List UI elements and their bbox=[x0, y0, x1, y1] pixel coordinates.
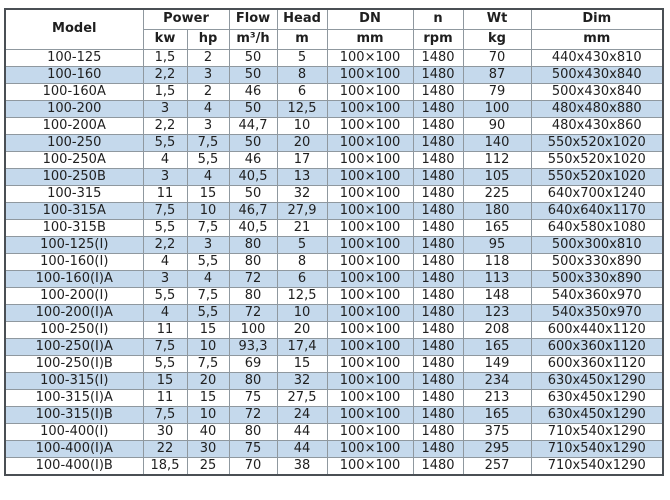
cell-model: 100-250(I) bbox=[5, 322, 143, 339]
cell-power-hp: 15 bbox=[187, 185, 229, 202]
cell-dn: 100×100 bbox=[327, 168, 413, 185]
header-model: Model bbox=[5, 9, 143, 49]
header-row-top bbox=[5, 9, 663, 29]
cell-n: 1480 bbox=[413, 83, 463, 100]
cell-dim: 710x540x1290 bbox=[531, 424, 663, 441]
cell-head: 32 bbox=[277, 185, 327, 202]
cell-power-hp: 2 bbox=[187, 49, 229, 66]
header-dn-unit: mm bbox=[327, 29, 413, 49]
header-n: n bbox=[413, 9, 463, 29]
table-row bbox=[5, 202, 663, 219]
cell-power-kw: 1,5 bbox=[143, 49, 187, 66]
cell-model: 100-400(I)B bbox=[5, 458, 143, 476]
cell-flow: 46 bbox=[229, 151, 277, 168]
cell-flow: 72 bbox=[229, 304, 277, 321]
cell-dn: 100×100 bbox=[327, 373, 413, 390]
table-body bbox=[5, 49, 663, 475]
table-header bbox=[5, 9, 663, 49]
table-row bbox=[5, 219, 663, 236]
cell-head: 44 bbox=[277, 424, 327, 441]
cell-flow: 40,5 bbox=[229, 168, 277, 185]
table-row bbox=[5, 236, 663, 253]
cell-head: 20 bbox=[277, 134, 327, 151]
cell-model: 100-400(I) bbox=[5, 424, 143, 441]
cell-head: 24 bbox=[277, 407, 327, 424]
cell-power-kw: 18,5 bbox=[143, 458, 187, 476]
cell-flow: 46,7 bbox=[229, 202, 277, 219]
cell-model: 100-250(I)A bbox=[5, 339, 143, 356]
table-row bbox=[5, 304, 663, 321]
cell-dim: 630x450x1290 bbox=[531, 407, 663, 424]
cell-model: 100-125(I) bbox=[5, 236, 143, 253]
cell-flow: 93,3 bbox=[229, 339, 277, 356]
cell-model: 100-125 bbox=[5, 49, 143, 66]
table-row bbox=[5, 66, 663, 83]
cell-wt: 165 bbox=[463, 339, 531, 356]
cell-n: 1480 bbox=[413, 185, 463, 202]
cell-n: 1480 bbox=[413, 356, 463, 373]
cell-n: 1480 bbox=[413, 236, 463, 253]
cell-power-hp: 10 bbox=[187, 407, 229, 424]
cell-n: 1480 bbox=[413, 151, 463, 168]
cell-power-kw: 1,5 bbox=[143, 83, 187, 100]
cell-dim: 710x540x1290 bbox=[531, 441, 663, 458]
cell-head: 10 bbox=[277, 304, 327, 321]
cell-model: 100-315A bbox=[5, 202, 143, 219]
cell-wt: 295 bbox=[463, 441, 531, 458]
table-row bbox=[5, 322, 663, 339]
cell-dim: 500x430x840 bbox=[531, 83, 663, 100]
cell-power-hp: 10 bbox=[187, 202, 229, 219]
cell-model: 100-315 bbox=[5, 185, 143, 202]
cell-wt: 213 bbox=[463, 390, 531, 407]
cell-power-hp: 3 bbox=[187, 236, 229, 253]
cell-head: 13 bbox=[277, 168, 327, 185]
cell-dim: 480x430x860 bbox=[531, 117, 663, 134]
cell-dim: 480x480x880 bbox=[531, 100, 663, 117]
cell-power-hp: 15 bbox=[187, 390, 229, 407]
cell-power-hp: 40 bbox=[187, 424, 229, 441]
cell-power-hp: 25 bbox=[187, 458, 229, 476]
cell-head: 8 bbox=[277, 253, 327, 270]
header-power-kw: kw bbox=[143, 29, 187, 49]
cell-dn: 100×100 bbox=[327, 219, 413, 236]
cell-wt: 123 bbox=[463, 304, 531, 321]
table-row bbox=[5, 100, 663, 117]
table-row bbox=[5, 49, 663, 66]
cell-wt: 87 bbox=[463, 66, 531, 83]
cell-flow: 69 bbox=[229, 356, 277, 373]
cell-model: 100-160(I) bbox=[5, 253, 143, 270]
cell-flow: 80 bbox=[229, 373, 277, 390]
cell-power-kw: 7,5 bbox=[143, 202, 187, 219]
header-flow: Flow bbox=[229, 9, 277, 29]
cell-power-hp: 4 bbox=[187, 270, 229, 287]
cell-flow: 75 bbox=[229, 441, 277, 458]
header-head-unit: m bbox=[277, 29, 327, 49]
cell-head: 5 bbox=[277, 49, 327, 66]
cell-n: 1480 bbox=[413, 304, 463, 321]
cell-power-kw: 3 bbox=[143, 168, 187, 185]
cell-power-kw: 2,2 bbox=[143, 236, 187, 253]
cell-model: 100-400(I)A bbox=[5, 441, 143, 458]
cell-flow: 50 bbox=[229, 134, 277, 151]
header-wt: Wt bbox=[463, 9, 531, 29]
cell-power-kw: 2,2 bbox=[143, 66, 187, 83]
cell-power-hp: 7,5 bbox=[187, 134, 229, 151]
cell-flow: 70 bbox=[229, 458, 277, 476]
table-row bbox=[5, 407, 663, 424]
cell-n: 1480 bbox=[413, 253, 463, 270]
cell-n: 1480 bbox=[413, 441, 463, 458]
cell-power-hp: 10 bbox=[187, 339, 229, 356]
cell-dn: 100×100 bbox=[327, 287, 413, 304]
cell-wt: 113 bbox=[463, 270, 531, 287]
cell-model: 100-315B bbox=[5, 219, 143, 236]
cell-wt: 375 bbox=[463, 424, 531, 441]
cell-power-hp: 3 bbox=[187, 117, 229, 134]
cell-dn: 100×100 bbox=[327, 151, 413, 168]
cell-n: 1480 bbox=[413, 407, 463, 424]
cell-dim: 600x440x1120 bbox=[531, 322, 663, 339]
cell-wt: 70 bbox=[463, 49, 531, 66]
table-row bbox=[5, 390, 663, 407]
cell-dim: 630x450x1290 bbox=[531, 373, 663, 390]
cell-flow: 72 bbox=[229, 407, 277, 424]
cell-wt: 90 bbox=[463, 117, 531, 134]
cell-head: 5 bbox=[277, 236, 327, 253]
cell-dim: 540x350x970 bbox=[531, 304, 663, 321]
table-row bbox=[5, 151, 663, 168]
cell-dim: 500x330x890 bbox=[531, 253, 663, 270]
cell-dn: 100×100 bbox=[327, 202, 413, 219]
header-dn: DN bbox=[327, 9, 413, 29]
cell-power-hp: 4 bbox=[187, 168, 229, 185]
cell-dn: 100×100 bbox=[327, 83, 413, 100]
table-row bbox=[5, 117, 663, 134]
cell-wt: 165 bbox=[463, 407, 531, 424]
table-row bbox=[5, 356, 663, 373]
cell-flow: 80 bbox=[229, 253, 277, 270]
cell-power-kw: 22 bbox=[143, 441, 187, 458]
cell-head: 27,5 bbox=[277, 390, 327, 407]
cell-model: 100-250A bbox=[5, 151, 143, 168]
cell-flow: 80 bbox=[229, 236, 277, 253]
cell-head: 10 bbox=[277, 117, 327, 134]
cell-wt: 208 bbox=[463, 322, 531, 339]
cell-dn: 100×100 bbox=[327, 304, 413, 321]
cell-power-kw: 5,5 bbox=[143, 134, 187, 151]
cell-head: 12,5 bbox=[277, 100, 327, 117]
cell-flow: 46 bbox=[229, 83, 277, 100]
cell-wt: 118 bbox=[463, 253, 531, 270]
cell-dim: 710x540x1290 bbox=[531, 458, 663, 476]
cell-dn: 100×100 bbox=[327, 458, 413, 476]
cell-power-kw: 7,5 bbox=[143, 339, 187, 356]
cell-dn: 100×100 bbox=[327, 117, 413, 134]
cell-n: 1480 bbox=[413, 373, 463, 390]
cell-dim: 640x580x1080 bbox=[531, 219, 663, 236]
cell-wt: 234 bbox=[463, 373, 531, 390]
cell-wt: 79 bbox=[463, 83, 531, 100]
cell-head: 38 bbox=[277, 458, 327, 476]
cell-n: 1480 bbox=[413, 270, 463, 287]
cell-dn: 100×100 bbox=[327, 441, 413, 458]
cell-n: 1480 bbox=[413, 219, 463, 236]
table-row bbox=[5, 287, 663, 304]
cell-n: 1480 bbox=[413, 134, 463, 151]
header-dim-unit: mm bbox=[531, 29, 663, 49]
cell-dn: 100×100 bbox=[327, 185, 413, 202]
cell-power-kw: 11 bbox=[143, 185, 187, 202]
cell-dn: 100×100 bbox=[327, 407, 413, 424]
cell-n: 1480 bbox=[413, 424, 463, 441]
cell-power-hp: 3 bbox=[187, 66, 229, 83]
cell-dn: 100×100 bbox=[327, 134, 413, 151]
cell-dn: 100×100 bbox=[327, 356, 413, 373]
cell-power-hp: 5,5 bbox=[187, 151, 229, 168]
cell-flow: 72 bbox=[229, 270, 277, 287]
table-row bbox=[5, 441, 663, 458]
cell-dim: 550x520x1020 bbox=[531, 151, 663, 168]
cell-n: 1480 bbox=[413, 287, 463, 304]
cell-head: 8 bbox=[277, 66, 327, 83]
cell-model: 100-250(I)B bbox=[5, 356, 143, 373]
table-row bbox=[5, 270, 663, 287]
cell-n: 1480 bbox=[413, 322, 463, 339]
cell-head: 17 bbox=[277, 151, 327, 168]
cell-head: 20 bbox=[277, 322, 327, 339]
cell-n: 1480 bbox=[413, 202, 463, 219]
cell-model: 100-200A bbox=[5, 117, 143, 134]
cell-head: 15 bbox=[277, 356, 327, 373]
cell-power-kw: 30 bbox=[143, 424, 187, 441]
header-dim: Dim bbox=[531, 9, 663, 29]
cell-power-kw: 5,5 bbox=[143, 287, 187, 304]
cell-wt: 165 bbox=[463, 219, 531, 236]
cell-power-hp: 5,5 bbox=[187, 304, 229, 321]
header-power-hp: hp bbox=[187, 29, 229, 49]
cell-dim: 550x520x1020 bbox=[531, 168, 663, 185]
cell-wt: 180 bbox=[463, 202, 531, 219]
cell-power-kw: 15 bbox=[143, 373, 187, 390]
cell-power-kw: 11 bbox=[143, 390, 187, 407]
cell-flow: 100 bbox=[229, 322, 277, 339]
cell-wt: 95 bbox=[463, 236, 531, 253]
cell-wt: 100 bbox=[463, 100, 531, 117]
table-row bbox=[5, 373, 663, 390]
cell-head: 44 bbox=[277, 441, 327, 458]
cell-power-kw: 4 bbox=[143, 151, 187, 168]
cell-power-kw: 5,5 bbox=[143, 219, 187, 236]
cell-head: 32 bbox=[277, 373, 327, 390]
cell-head: 12,5 bbox=[277, 287, 327, 304]
header-wt-unit: kg bbox=[463, 29, 531, 49]
cell-dn: 100×100 bbox=[327, 49, 413, 66]
header-flow-unit: m³/h bbox=[229, 29, 277, 49]
cell-head: 6 bbox=[277, 270, 327, 287]
cell-power-hp: 7,5 bbox=[187, 287, 229, 304]
cell-dim: 500x330x890 bbox=[531, 270, 663, 287]
cell-model: 100-160(I)A bbox=[5, 270, 143, 287]
cell-dn: 100×100 bbox=[327, 339, 413, 356]
cell-dn: 100×100 bbox=[327, 253, 413, 270]
cell-model: 100-200(I) bbox=[5, 287, 143, 304]
table-row bbox=[5, 339, 663, 356]
cell-model: 100-200(I)A bbox=[5, 304, 143, 321]
cell-dim: 640x700x1240 bbox=[531, 185, 663, 202]
cell-model: 100-315(I)B bbox=[5, 407, 143, 424]
cell-power-kw: 11 bbox=[143, 322, 187, 339]
cell-flow: 50 bbox=[229, 66, 277, 83]
cell-n: 1480 bbox=[413, 117, 463, 134]
cell-flow: 50 bbox=[229, 100, 277, 117]
cell-head: 17,4 bbox=[277, 339, 327, 356]
cell-power-kw: 3 bbox=[143, 270, 187, 287]
cell-n: 1480 bbox=[413, 458, 463, 476]
cell-wt: 112 bbox=[463, 151, 531, 168]
cell-flow: 50 bbox=[229, 185, 277, 202]
table-row bbox=[5, 458, 663, 476]
cell-wt: 257 bbox=[463, 458, 531, 476]
cell-power-hp: 30 bbox=[187, 441, 229, 458]
cell-dn: 100×100 bbox=[327, 270, 413, 287]
cell-power-hp: 20 bbox=[187, 373, 229, 390]
cell-dn: 100×100 bbox=[327, 66, 413, 83]
header-power: Power bbox=[143, 9, 229, 29]
cell-power-hp: 7,5 bbox=[187, 356, 229, 373]
cell-power-kw: 4 bbox=[143, 304, 187, 321]
table-row bbox=[5, 424, 663, 441]
cell-dim: 640x640x1170 bbox=[531, 202, 663, 219]
cell-head: 21 bbox=[277, 219, 327, 236]
cell-dn: 100×100 bbox=[327, 322, 413, 339]
table-row bbox=[5, 83, 663, 100]
cell-n: 1480 bbox=[413, 390, 463, 407]
cell-dim: 540x360x970 bbox=[531, 287, 663, 304]
cell-n: 1480 bbox=[413, 168, 463, 185]
cell-dim: 500x300x810 bbox=[531, 236, 663, 253]
cell-power-hp: 5,5 bbox=[187, 253, 229, 270]
table-row bbox=[5, 185, 663, 202]
cell-model: 100-160A bbox=[5, 83, 143, 100]
table-row bbox=[5, 253, 663, 270]
cell-power-kw: 5,5 bbox=[143, 356, 187, 373]
cell-dim: 550x520x1020 bbox=[531, 134, 663, 151]
cell-flow: 80 bbox=[229, 424, 277, 441]
cell-wt: 148 bbox=[463, 287, 531, 304]
cell-head: 6 bbox=[277, 83, 327, 100]
cell-dim: 440x430x810 bbox=[531, 49, 663, 66]
cell-n: 1480 bbox=[413, 339, 463, 356]
cell-wt: 225 bbox=[463, 185, 531, 202]
cell-n: 1480 bbox=[413, 100, 463, 117]
cell-flow: 80 bbox=[229, 287, 277, 304]
cell-power-kw: 2,2 bbox=[143, 117, 187, 134]
cell-dim: 600x360x1120 bbox=[531, 339, 663, 356]
cell-dim: 500x430x840 bbox=[531, 66, 663, 83]
cell-model: 100-250B bbox=[5, 168, 143, 185]
cell-wt: 105 bbox=[463, 168, 531, 185]
cell-power-hp: 15 bbox=[187, 322, 229, 339]
cell-model: 100-160 bbox=[5, 66, 143, 83]
cell-flow: 50 bbox=[229, 49, 277, 66]
cell-flow: 75 bbox=[229, 390, 277, 407]
cell-dim: 630x450x1290 bbox=[531, 390, 663, 407]
cell-model: 100-315(I) bbox=[5, 373, 143, 390]
cell-power-kw: 7,5 bbox=[143, 407, 187, 424]
header-head: Head bbox=[277, 9, 327, 29]
cell-model: 100-250 bbox=[5, 134, 143, 151]
cell-model: 100-200 bbox=[5, 100, 143, 117]
cell-wt: 140 bbox=[463, 134, 531, 151]
cell-dn: 100×100 bbox=[327, 390, 413, 407]
cell-wt: 149 bbox=[463, 356, 531, 373]
cell-dn: 100×100 bbox=[327, 424, 413, 441]
cell-dim: 600x360x1120 bbox=[531, 356, 663, 373]
cell-dn: 100×100 bbox=[327, 100, 413, 117]
cell-model: 100-315(I)A bbox=[5, 390, 143, 407]
pump-spec-table bbox=[4, 8, 664, 476]
cell-flow: 40,5 bbox=[229, 219, 277, 236]
cell-power-kw: 4 bbox=[143, 253, 187, 270]
cell-n: 1480 bbox=[413, 49, 463, 66]
table-row bbox=[5, 168, 663, 185]
cell-power-kw: 3 bbox=[143, 100, 187, 117]
cell-power-hp: 2 bbox=[187, 83, 229, 100]
cell-flow: 44,7 bbox=[229, 117, 277, 134]
cell-power-hp: 4 bbox=[187, 100, 229, 117]
header-n-unit: rpm bbox=[413, 29, 463, 49]
table-row bbox=[5, 134, 663, 151]
cell-power-hp: 7,5 bbox=[187, 219, 229, 236]
cell-head: 27,9 bbox=[277, 202, 327, 219]
cell-dn: 100×100 bbox=[327, 236, 413, 253]
cell-n: 1480 bbox=[413, 66, 463, 83]
